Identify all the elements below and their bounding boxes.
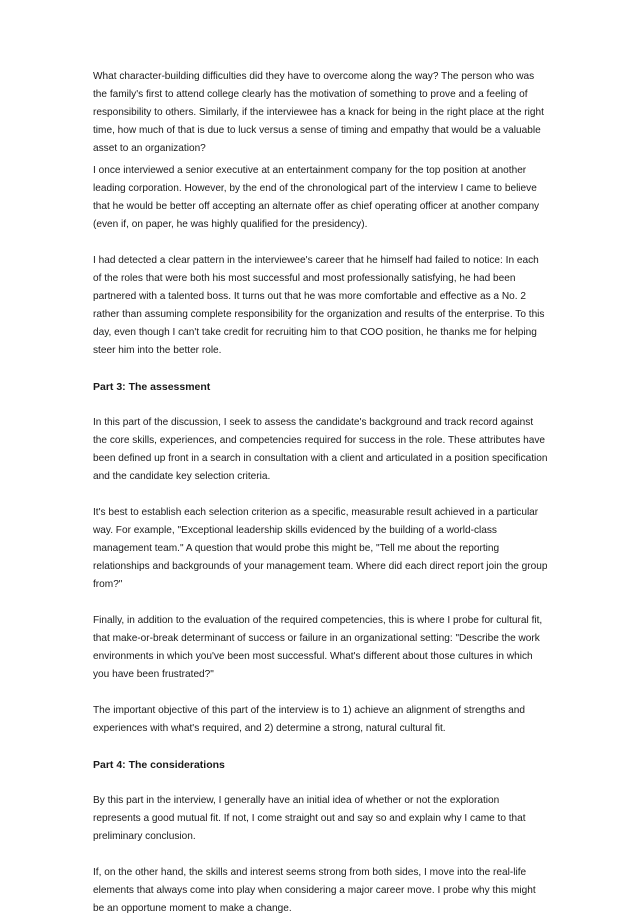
paragraph-objective: The important objective of this part of the interview is to 1) achieve an alignment of strengths and experiences with what's required, and 2) determine a strong, natural cultural fit.	[93, 705, 526, 734]
paragraph-cultural-fit: Finally, in addition to the evaluation of the required competencies, this is where I probe for cultural fit, that make-or-break determinant of success or failure in an organizational setting: "Describe the work environments in which you've been most successful. What's different about those cultures in which you have been frustrated?"	[93, 615, 543, 680]
paragraph-character-building: What character-building difficulties did they have to overcome along the way? The person who was the family's first to attend college clearly has the motivation of something to prove and a feeling of responsibility to others. Similarly, if the interviewee has a knack for being in the right place at the right time, how much of that is due to luck versus a sense of timing and empathy that would be a valuable asset to an organization?	[93, 71, 544, 154]
paragraph-assessment-intro: In this part of the discussion, I seek to assess the candidate's background and track record against the core skills, experiences, and competencies required for success in the role. These attributes have been defined up front in a search in consultation with a client and articulated in a position specification and the candidate key selection criteria.	[93, 417, 548, 482]
paragraph-initial-idea: By this part in the interview, I generally have an initial idea of whether or not the exploration represents a good mutual fit. If not, I come straight out and say so and explain why I came to that preliminary conclusion.	[93, 795, 526, 842]
heading-part-3: Part 3: The assessment	[93, 381, 211, 393]
paragraph-real-life-elements: If, on the other hand, the skills and interest seems strong from both sides, I move into the real-life elements that always come into play when considering a major career move. I probe why this might be an opportune moment to make a change.	[93, 867, 536, 914]
heading-part-4: Part 4: The considerations	[93, 759, 225, 771]
document-page	[93, 68, 548, 918]
paragraph-selection-criterion: It's best to establish each selection criterion as a specific, measurable result achieved in a particular way. For example, "Exceptional leadership skills evidenced by the building of a world-class management team." A question that would probe this might be, "Tell me about the reporting relationships and backgrounds of your management team. Where did each direct report join the group from?"	[93, 507, 548, 590]
paragraph-clear-pattern: I had detected a clear pattern in the interviewee's career that he himself had failed to notice: In each of the roles that were both his most successful and most professionally satisfying, he had been partnered with a talented boss. It turns out that he was more comfortable and effective as a No. 2 rather than assuming complete responsibility for the organization and results of the enterprise. To this day, even though I can't take credit for recruiting him to that COO position, he thanks me for helping steer him into the better role.	[93, 255, 545, 356]
paragraph-senior-executive: I once interviewed a senior executive at an entertainment company for the top position at another leading corporation. However, by the end of the chronological part of the interview I came to believe that he would be better off accepting an alternate offer as chief operating officer at another company (even if, on paper, he was highly qualified for the presidency).	[93, 165, 540, 230]
